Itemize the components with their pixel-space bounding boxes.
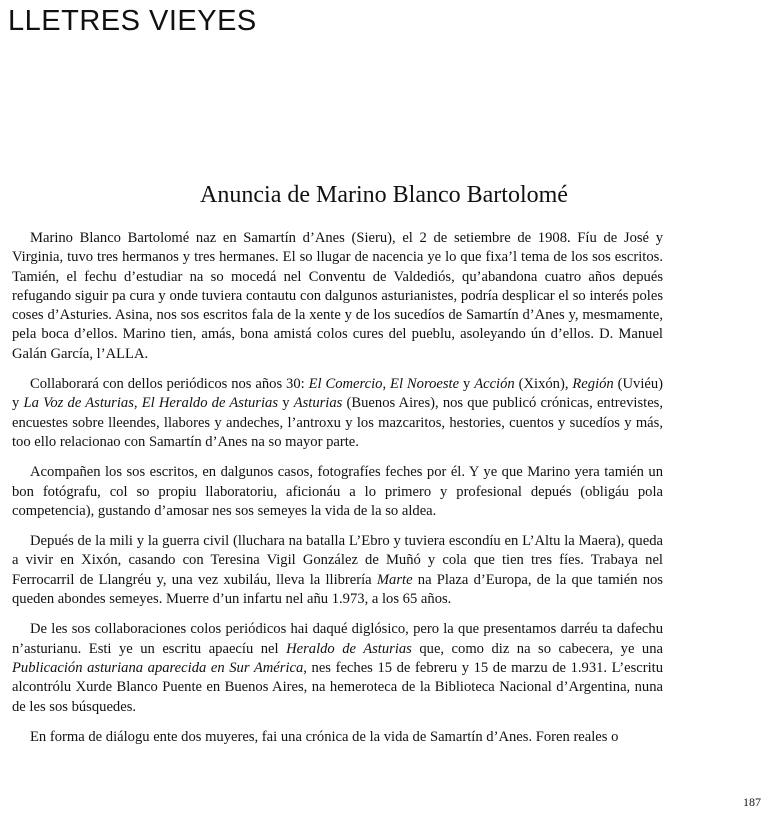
text-run: Collaborará con dellos periódicos nos años 30: bbox=[30, 376, 309, 393]
periodical-name: Heraldo de Asturias bbox=[286, 640, 412, 657]
paragraph-5 bbox=[12, 620, 663, 716]
text-run: , bbox=[133, 395, 142, 412]
article-body bbox=[12, 229, 663, 747]
running-header: LLETRES VIEYES bbox=[8, 5, 257, 37]
article-title: Anuncia de Marino Blanco Bartolomé bbox=[200, 182, 568, 208]
periodical-name: El Comercio bbox=[308, 376, 383, 393]
text-run: (Uviéu) y bbox=[12, 376, 664, 412]
paragraph-2 bbox=[12, 375, 663, 452]
text-run: Depués de la mili y la guerra civil (llucharа na batalla L’Ebro y tuviera escondíu en L’Altu la Maera), queda a vivir en Xixón, casando con Teresina Vigil González de Muñó y cola que tien tres fíes. Trabaya nel Ferrocarril de Llangréu y, una vez xubiláu, lleva la llibrería bbox=[12, 533, 663, 588]
text-run: y bbox=[278, 395, 294, 412]
paragraph-4 bbox=[12, 532, 663, 609]
text-run: que, como diz na so cabecera, ye una bbox=[411, 640, 663, 657]
periodical-subtitle: Publicación asturiana aparecida en Sur América bbox=[12, 659, 304, 676]
page-number: 187 bbox=[743, 795, 761, 809]
periodical-name: Asturias bbox=[293, 395, 343, 412]
text-run: , nes feches 15 de febreru y 15 de marzu de 1.931. L’escritu alcontrólu Xurde Blanco Puente en Buenos Aires, na hemeroteca de la Biblioteca Nacional d’Argentina, nuna de les sos búsquedes. bbox=[12, 659, 663, 715]
paragraph-6: En forma de diálogu ente dos muyeres, fai una crónica de la vida de Samartín d’Anes. Foren reales o bbox=[30, 728, 619, 745]
paragraph-1: Marino Blanco Bartolomé naz en Samartín d’Anes (Sieru), el 2 de setiembre de 1908. Fíu de José y Virginia, tuvo tres hermanos y tres hermanes. El so llugar de nacencia ye lo que fixa’l tema de los sos escritos. Tamién, el fechu d’estudiar na so mocedá nel Conventu de Valdediós, qu’abandona cuatro años depués refugando siguir pa cura y onde tuviera contautu con dalgunos asturianistes, podría desplicar el so interés poles coses d’Asturies. Asina, nos sos escritos fala de la xente y de los sucedíos de Samartín d’Anes y, mesmamente, pela boca d’ellos. Marino tien, amás, bona amistá colos cures del pueblu, asoleyando ún d’ellos. D. Manuel Galán García, l’ALLA. bbox=[12, 230, 663, 362]
text-run: y bbox=[459, 376, 475, 393]
text-run: (Xixón), bbox=[514, 376, 573, 393]
paragraph-3: Acompañen los sos escritos, en dalgunos casos, fotografíes feches por él. Y ye que Marino yera tamién un bon fotógrafu, col so propiu llaboratoriu, aficionáu a lo primero y profesional depués (obligáu pola competencia), gustando d’amosar nes sos semeyes la vida de la so aldea. bbox=[12, 464, 663, 519]
text-run: De les sos collaboraciones colos periódicos hai daqué diglósico, pero la que presentamos darréu ta dafechu n’asturianu. Esti ye un escritu apaecíu nel bbox=[12, 621, 663, 657]
text-run: na Plaza d’Europa, de la que tamién nos queden abondes semeyes. Muerre d’un infartu nel añu 1.973, a los 65 años. bbox=[12, 571, 663, 608]
bookshop-name: Marte bbox=[376, 571, 413, 588]
periodical-name: El Heraldo de Asturias bbox=[141, 395, 279, 412]
periodical-name: Acción bbox=[474, 376, 515, 393]
periodical-name: El Noroeste bbox=[390, 376, 460, 393]
text-run: , bbox=[382, 376, 391, 393]
periodical-name: Región bbox=[572, 376, 614, 393]
text-run: (Buenos Aires), nos que publicó crónicas, entrevistes, encuestes sobre lleendes, llabores y andeches, l’antroxu y los mazcaritos, hestories, cuentos y sucedíos y más, too ello relacionao con Samartín d’Anes na so mayor parte. bbox=[12, 395, 663, 450]
periodical-name: La Voz de Asturias bbox=[23, 395, 134, 412]
